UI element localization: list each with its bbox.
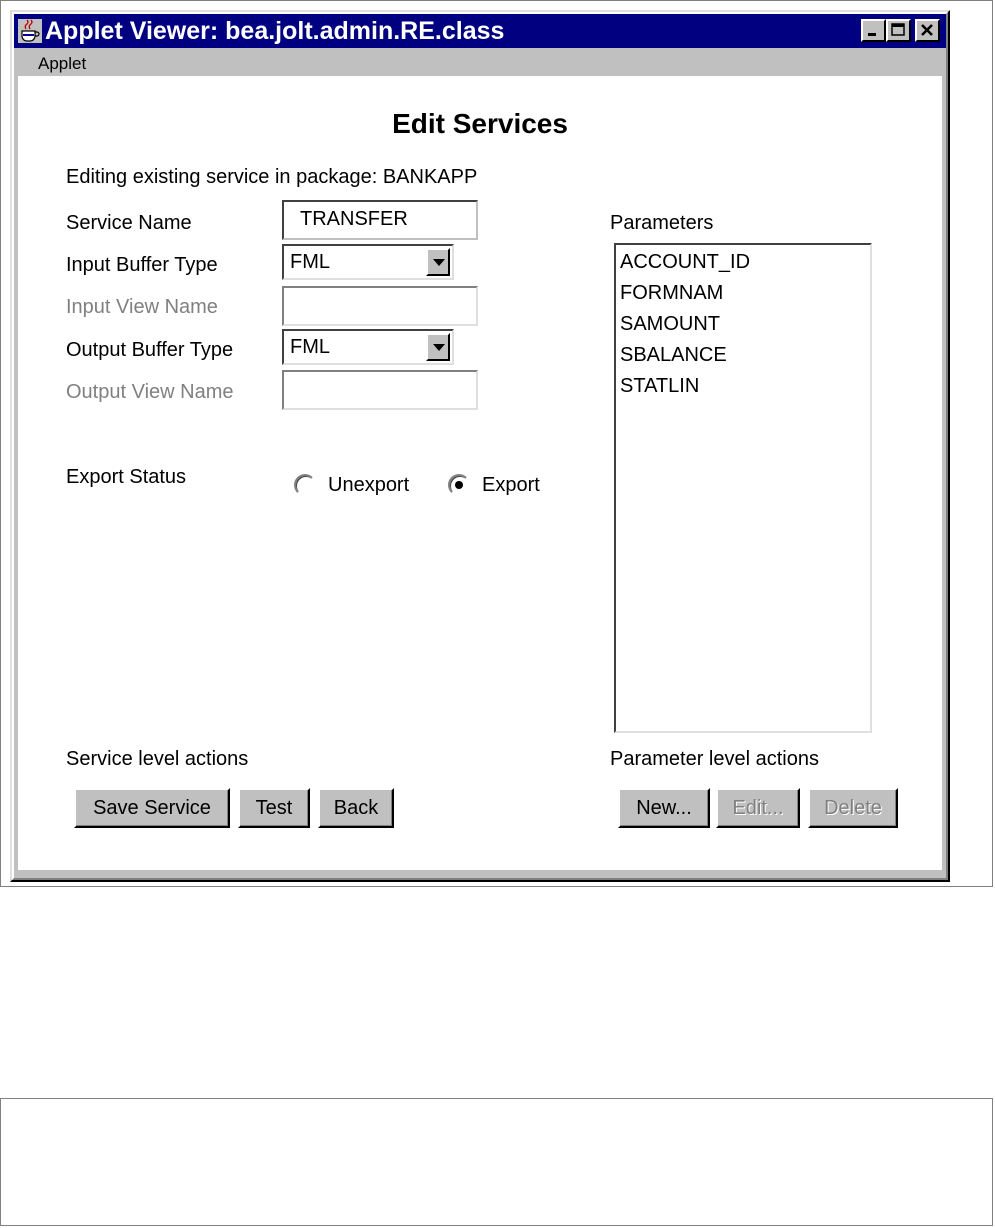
export-radio[interactable] (448, 474, 470, 496)
parameters-label: Parameters (610, 212, 714, 234)
back-button[interactable]: Back (318, 788, 394, 828)
input-view-name-label: Input View Name (66, 296, 218, 318)
java-cup-icon (18, 19, 42, 43)
export-status-label: Export Status (66, 466, 187, 488)
edit-services-panel (18, 76, 942, 870)
list-item[interactable]: ACCOUNT_ID (620, 251, 751, 273)
input-buffer-type-select[interactable] (282, 244, 454, 280)
output-buffer-type-value: FML (290, 336, 330, 358)
edit-parameter-button[interactable]: Edit... (716, 788, 800, 828)
save-service-button[interactable]: Save Service (74, 788, 230, 828)
close-icon (917, 21, 938, 40)
input-buffer-type-label: Input Buffer Type (66, 254, 218, 276)
maximize-icon (888, 21, 909, 40)
chevron-down-icon[interactable] (426, 333, 450, 361)
chevron-down-icon[interactable] (426, 248, 450, 276)
menu-applet[interactable]: Applet (38, 54, 87, 73)
context-text: Editing existing service in package: BANKAPP (66, 166, 478, 188)
new-parameter-button[interactable]: New... (618, 788, 710, 828)
service-name-input[interactable]: TRANSFER (282, 200, 478, 240)
menu-bar (14, 50, 946, 76)
list-item[interactable]: STATLIN (620, 375, 700, 397)
output-view-name-label: Output View Name (66, 381, 234, 403)
output-buffer-type-select[interactable] (282, 329, 454, 365)
output-view-name-input[interactable] (282, 370, 478, 410)
output-buffer-type-label: Output Buffer Type (66, 339, 234, 361)
title-bar[interactable] (14, 14, 946, 48)
list-item[interactable]: FORMNAM (620, 282, 724, 304)
test-button[interactable]: Test (238, 788, 310, 828)
window-title: Applet Viewer: bea.jolt.admin.RE.class (45, 17, 505, 45)
page-title: Edit Services (392, 108, 568, 139)
unexport-label[interactable]: Unexport (328, 474, 410, 496)
list-item[interactable]: SBALANCE (620, 344, 727, 366)
unexport-radio[interactable] (294, 474, 316, 496)
empty-panel (0, 1098, 993, 1226)
parameters-list[interactable] (614, 243, 872, 733)
export-label[interactable]: Export (482, 474, 540, 496)
delete-parameter-button[interactable]: Delete (808, 788, 898, 828)
minimize-icon (863, 21, 884, 40)
close-button[interactable] (915, 19, 940, 42)
parameter-actions-label: Parameter level actions (610, 748, 819, 770)
minimize-button[interactable] (861, 19, 886, 42)
applet-viewer-window (10, 10, 950, 882)
maximize-button[interactable] (886, 19, 911, 42)
input-buffer-type-value: FML (290, 251, 330, 273)
input-view-name-input[interactable] (282, 286, 478, 326)
service-actions-label: Service level actions (66, 748, 249, 770)
list-item[interactable]: SAMOUNT (620, 313, 720, 335)
service-name-label: Service Name (66, 212, 192, 234)
